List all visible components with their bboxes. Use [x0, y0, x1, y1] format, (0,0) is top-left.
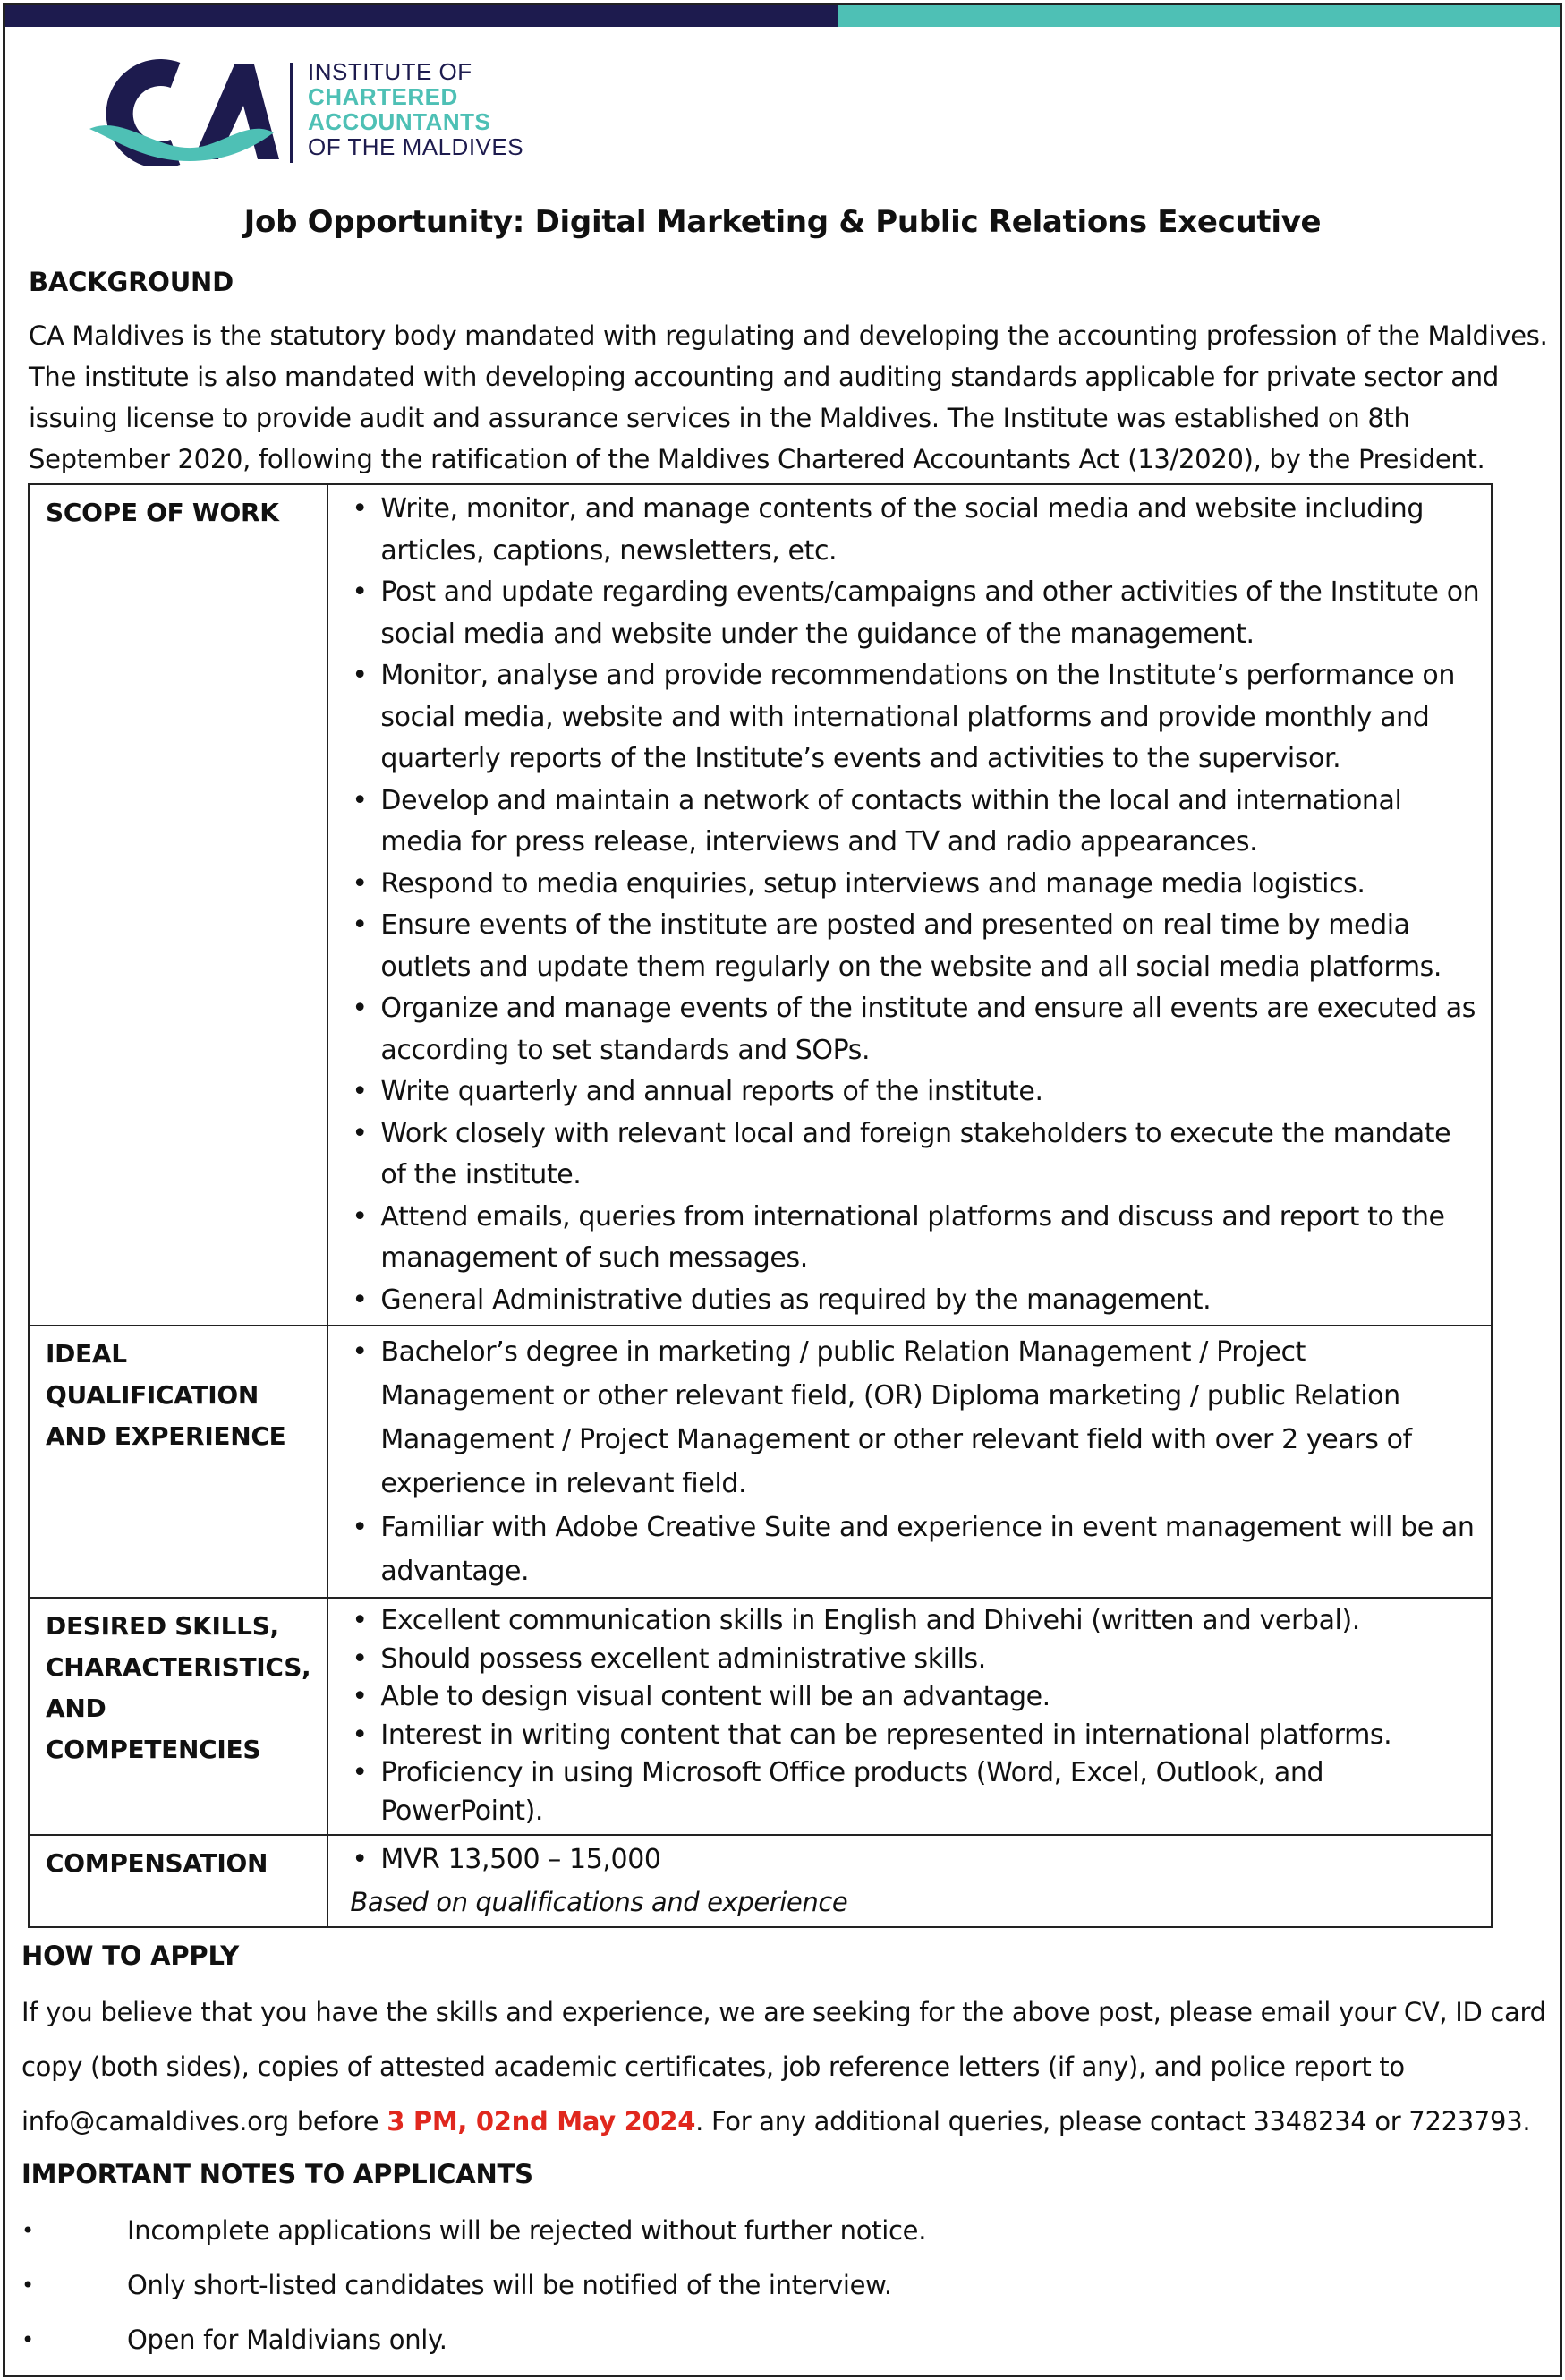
qualification-label-line: IDEAL — [46, 1339, 127, 1369]
note-text: Incomplete applications will be rejected without further notice. — [127, 2215, 927, 2246]
compensation-cell — [327, 1835, 1492, 1927]
qualification-list — [348, 1330, 1482, 1593]
scope-item: • General Administrative duties as required by the management. — [348, 1280, 1482, 1322]
qualification-row — [29, 1326, 1492, 1598]
logo-line-1: INSTITUTE OF — [308, 58, 472, 85]
top-bar-navy — [5, 5, 838, 27]
how-to-apply-paragraph — [21, 1985, 1552, 2149]
qualification-item: • Bachelor’s degree in marketing / public Relation Management / Project Management or other relevant field, (OR) Diploma marketing / public Relation Management / Project Management or other relevant field with over 2 years of experience in relevant field. — [348, 1330, 1482, 1506]
note-text: Open for Maldivians only. — [127, 2325, 447, 2355]
compensation-list — [348, 1839, 1482, 1881]
scope-item: • Organize and manage events of the institute and ensure all events are executed as according to set standards and SOPs. — [348, 988, 1482, 1071]
skills-label-line: AND — [46, 1693, 106, 1723]
page-title: Job Opportunity: Digital Marketing & Public Relations Executive — [243, 204, 1322, 240]
background-heading: BACKGROUND — [29, 267, 234, 297]
job-details-table — [28, 483, 1493, 1928]
notes-heading: IMPORTANT NOTES TO APPLICANTS — [21, 2159, 533, 2189]
skills-label-line: CHARACTERISTICS, — [46, 1652, 311, 1682]
scope-item: • Respond to media enquiries, setup interviews and manage media logistics. — [348, 864, 1482, 906]
compensation-row — [29, 1835, 1492, 1927]
skill-item: • Proficiency in using Microsoft Office products (Word, Excel, Outlook, and PowerPoint). — [348, 1754, 1482, 1830]
skills-list — [348, 1602, 1482, 1830]
note-item — [20, 2258, 1541, 2313]
bullet-icon: • — [21, 2327, 34, 2352]
compensation-label: COMPENSATION — [29, 1835, 327, 1927]
logo-line-3: ACCOUNTANTS — [308, 108, 491, 135]
scope-item: • Monitor, analyse and provide recommendations on the Institute’s performance on social media, website and with international platforms and provide monthly and quarterly reports of the Institute’s events and activities to the supervisor. — [348, 655, 1482, 781]
skill-item: • Interest in writing content that can be represented in international platforms. — [348, 1717, 1482, 1755]
apply-text-after: . For any additional queries, please contact 3348234 or 7223793. — [695, 2106, 1531, 2137]
logo-line-2: CHARTERED — [308, 83, 458, 110]
skill-item: • Able to design visual content will be an advantage. — [348, 1678, 1482, 1717]
qualification-label — [29, 1326, 327, 1598]
qualification-label-line: AND EXPERIENCE — [46, 1421, 286, 1451]
scope-item: • Write quarterly and annual reports of the institute. — [348, 1071, 1482, 1113]
scope-item: • Post and update regarding events/campaigns and other activities of the Institute on social media and website under the guidance of the management. — [348, 572, 1482, 655]
note-item — [20, 2313, 1541, 2367]
bullet-icon: • — [21, 2273, 34, 2298]
bullet-icon: • — [21, 2218, 34, 2243]
skills-label-line: COMPETENCIES — [46, 1735, 261, 1764]
scope-item: • Develop and maintain a network of contacts within the local and international media for press release, interviews and TV and radio appearances. — [348, 781, 1482, 864]
top-color-bar — [5, 5, 1560, 27]
scope-list — [348, 489, 1482, 1321]
scope-item: • Write, monitor, and manage contents of the social media and website including articles, captions, newsletters, etc. — [348, 489, 1482, 572]
qualification-label-line: QUALIFICATION — [46, 1380, 259, 1410]
logo-line-4: OF THE MALDIVES — [308, 133, 524, 160]
scope-item: • Attend emails, queries from international platforms and discuss and report to the management of such messages. — [348, 1197, 1482, 1280]
notes-list — [20, 2204, 1541, 2367]
apply-text-before: If you believe that you have the skills and experience, we are seeking for the above post, please email your CV, ID card copy (both sides), copies of attested academic certificates, job reference letters (if any), and police report to info@camaldives.org before — [21, 1997, 1546, 2137]
note-item — [20, 2204, 1541, 2258]
skills-label — [29, 1598, 327, 1835]
qualification-cell — [327, 1326, 1492, 1598]
compensation-note: Based on qualifications and experience — [350, 1886, 848, 1917]
skills-label-line: DESIRED SKILLS, — [46, 1611, 279, 1641]
skill-item: • Should possess excellent administrative skills. — [348, 1641, 1482, 1679]
note-text: Only short-listed candidates will be notified of the interview. — [127, 2270, 892, 2300]
scope-label: SCOPE OF WORK — [29, 484, 327, 1326]
scope-row — [29, 484, 1492, 1326]
application-deadline: 3 PM, 02nd May 2024 — [387, 2106, 696, 2137]
skill-item: • Excellent communication skills in English and Dhivehi (written and verbal). — [348, 1602, 1482, 1641]
scope-item: • Work closely with relevant local and foreign stakeholders to execute the mandate of the institute. — [348, 1113, 1482, 1197]
skills-cell — [327, 1598, 1492, 1835]
qualification-item: • Familiar with Adobe Creative Suite and experience in event management will be an advantage. — [348, 1506, 1482, 1593]
skills-row — [29, 1598, 1492, 1835]
how-to-apply-heading: HOW TO APPLY — [21, 1941, 240, 1971]
scope-item: • Ensure events of the institute are posted and presented on real time by media outlets and update them regularly on the website and all social media platforms. — [348, 905, 1482, 988]
logo-wordmark — [308, 59, 523, 159]
compensation-amount: • MVR 13,500 – 15,000 — [348, 1839, 1482, 1881]
scope-cell — [327, 484, 1492, 1326]
top-bar-teal — [838, 5, 1560, 27]
background-paragraph: CA Maldives is the statutory body mandated with regulating and developing the accounting profession of the Maldives. The institute is also mandated with developing accounting and auditing standards applicable for private sector and issuing license to provide audit and assurance services in the Maldives. The Institute was established on 8th September 2020, following the ratification of the Maldives Chartered Accountants Act (13/2020), by the President. — [29, 320, 1548, 474]
